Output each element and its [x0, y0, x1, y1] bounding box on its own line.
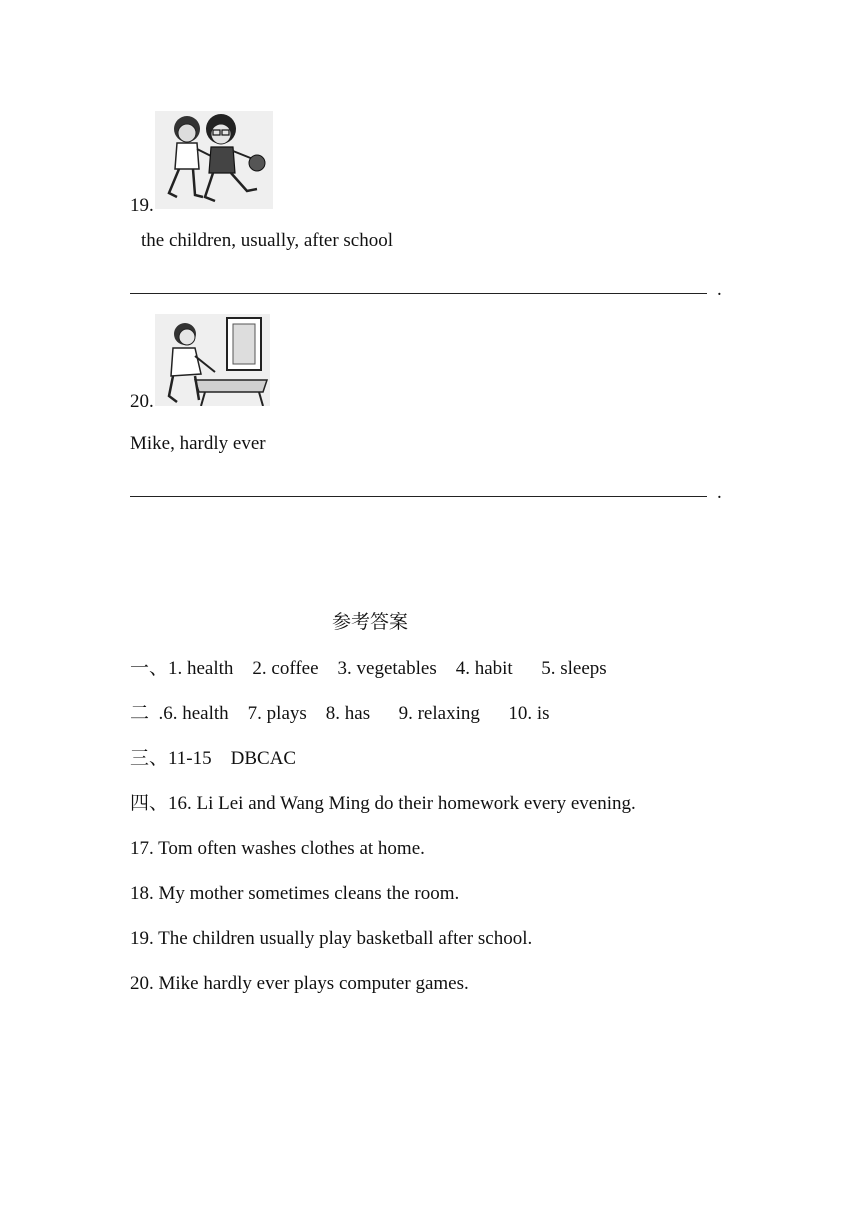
question-19-end-mark: . — [717, 279, 722, 300]
answer-line-1: 一、1. health 2. coffee 3. vegetables 4. habit 5. sleeps — [130, 658, 607, 679]
answer-line-2: 二 .6. health 7. plays 8. has 9. relaxing 10. is — [130, 703, 550, 724]
answer-line-4: 四、16. Li Lei and Wang Ming do their homework every evening. — [130, 793, 636, 814]
children-playing-basketball-illustration — [155, 111, 273, 209]
question-20-answer-line — [130, 496, 707, 497]
answer-line-3: 三、11-15 DBCAC — [130, 748, 297, 769]
question-20-number: 20. — [130, 391, 154, 412]
answer-line-7: 19. The children usually play basketball after school. — [130, 928, 533, 949]
question-19-number: 19. — [130, 195, 154, 216]
boy-at-computer-illustration — [155, 314, 270, 406]
question-19-prompt: the children, usually, after school — [141, 230, 394, 251]
question-19-answer-line — [130, 293, 707, 294]
answer-key-heading: 参考答案 — [332, 611, 409, 633]
answer-line-8: 20. Mike hardly ever plays computer games. — [130, 973, 469, 994]
answer-line-6: 18. My mother sometimes cleans the room. — [130, 883, 460, 904]
answer-line-5: 17. Tom often washes clothes at home. — [130, 838, 425, 859]
question-20-prompt: Mike, hardly ever — [130, 433, 266, 454]
question-20-end-mark: . — [717, 482, 722, 503]
